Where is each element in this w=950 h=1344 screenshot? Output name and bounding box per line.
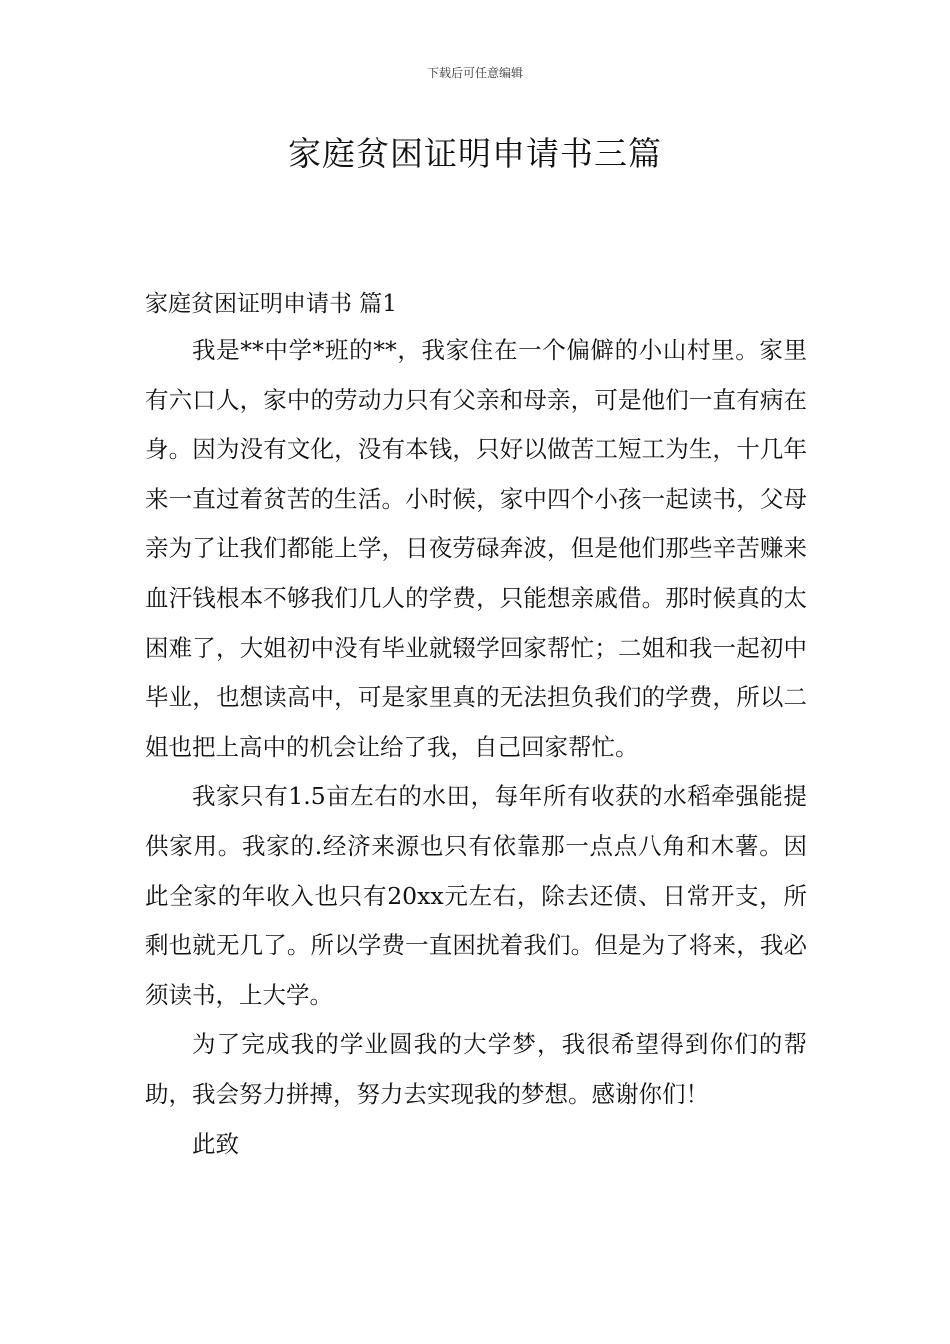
header-note: 下载后可任意编辑 (426, 66, 523, 80)
paragraph-closing: 此致 (192, 1129, 239, 1158)
paragraph-income: 我家只有1.5亩左右的水田，每年所有收获的水稻牵强能提供家用。我家的.经济来源也只有依靠那一点点八角和木薯。因此全家的年收入也只有20xx元左右，除去还债、日常开支，所剩也就无几了。所以学费一直困扰着我们。但是为了将来，我必须读书，上大学。 (145, 782, 807, 1009)
paragraph-family-situation: 我是**中学*班的**，我家住在一个偏僻的小山村里。家里有六口人，家中的劳动力只有父亲和母亲，可是他们一直有病在身。因为没有文化，没有本钱，只好以做苦工短工为生，十几年来一直过着贫苦的生活。小时候，家中四个小孩一起读书，父母亲为了让我们都能上学，日夜劳碌奔波，但是他们那些辛苦赚来血汗钱根本不够我们几人的学费，只能想亲戚借。那时候真的太困难了，大姐初中没有毕业就辍学回家帮忙；二姐和我一起初中毕业，也想读高中，可是家里真的无法担负我们的学费，所以二姐也把上高中的机会让给了我，自己回家帮忙。 (145, 336, 807, 761)
document-title: 家庭贫困证明申请书三篇 (288, 134, 662, 173)
paragraph-request: 为了完成我的学业圆我的大学梦，我很希望得到你们的帮助，我会努力拼搏，努力去实现我的梦想。感谢你们！ (145, 1030, 807, 1108)
document-body (145, 326, 807, 1169)
section-heading: 家庭贫困证明申请书 篇1 (145, 291, 397, 317)
